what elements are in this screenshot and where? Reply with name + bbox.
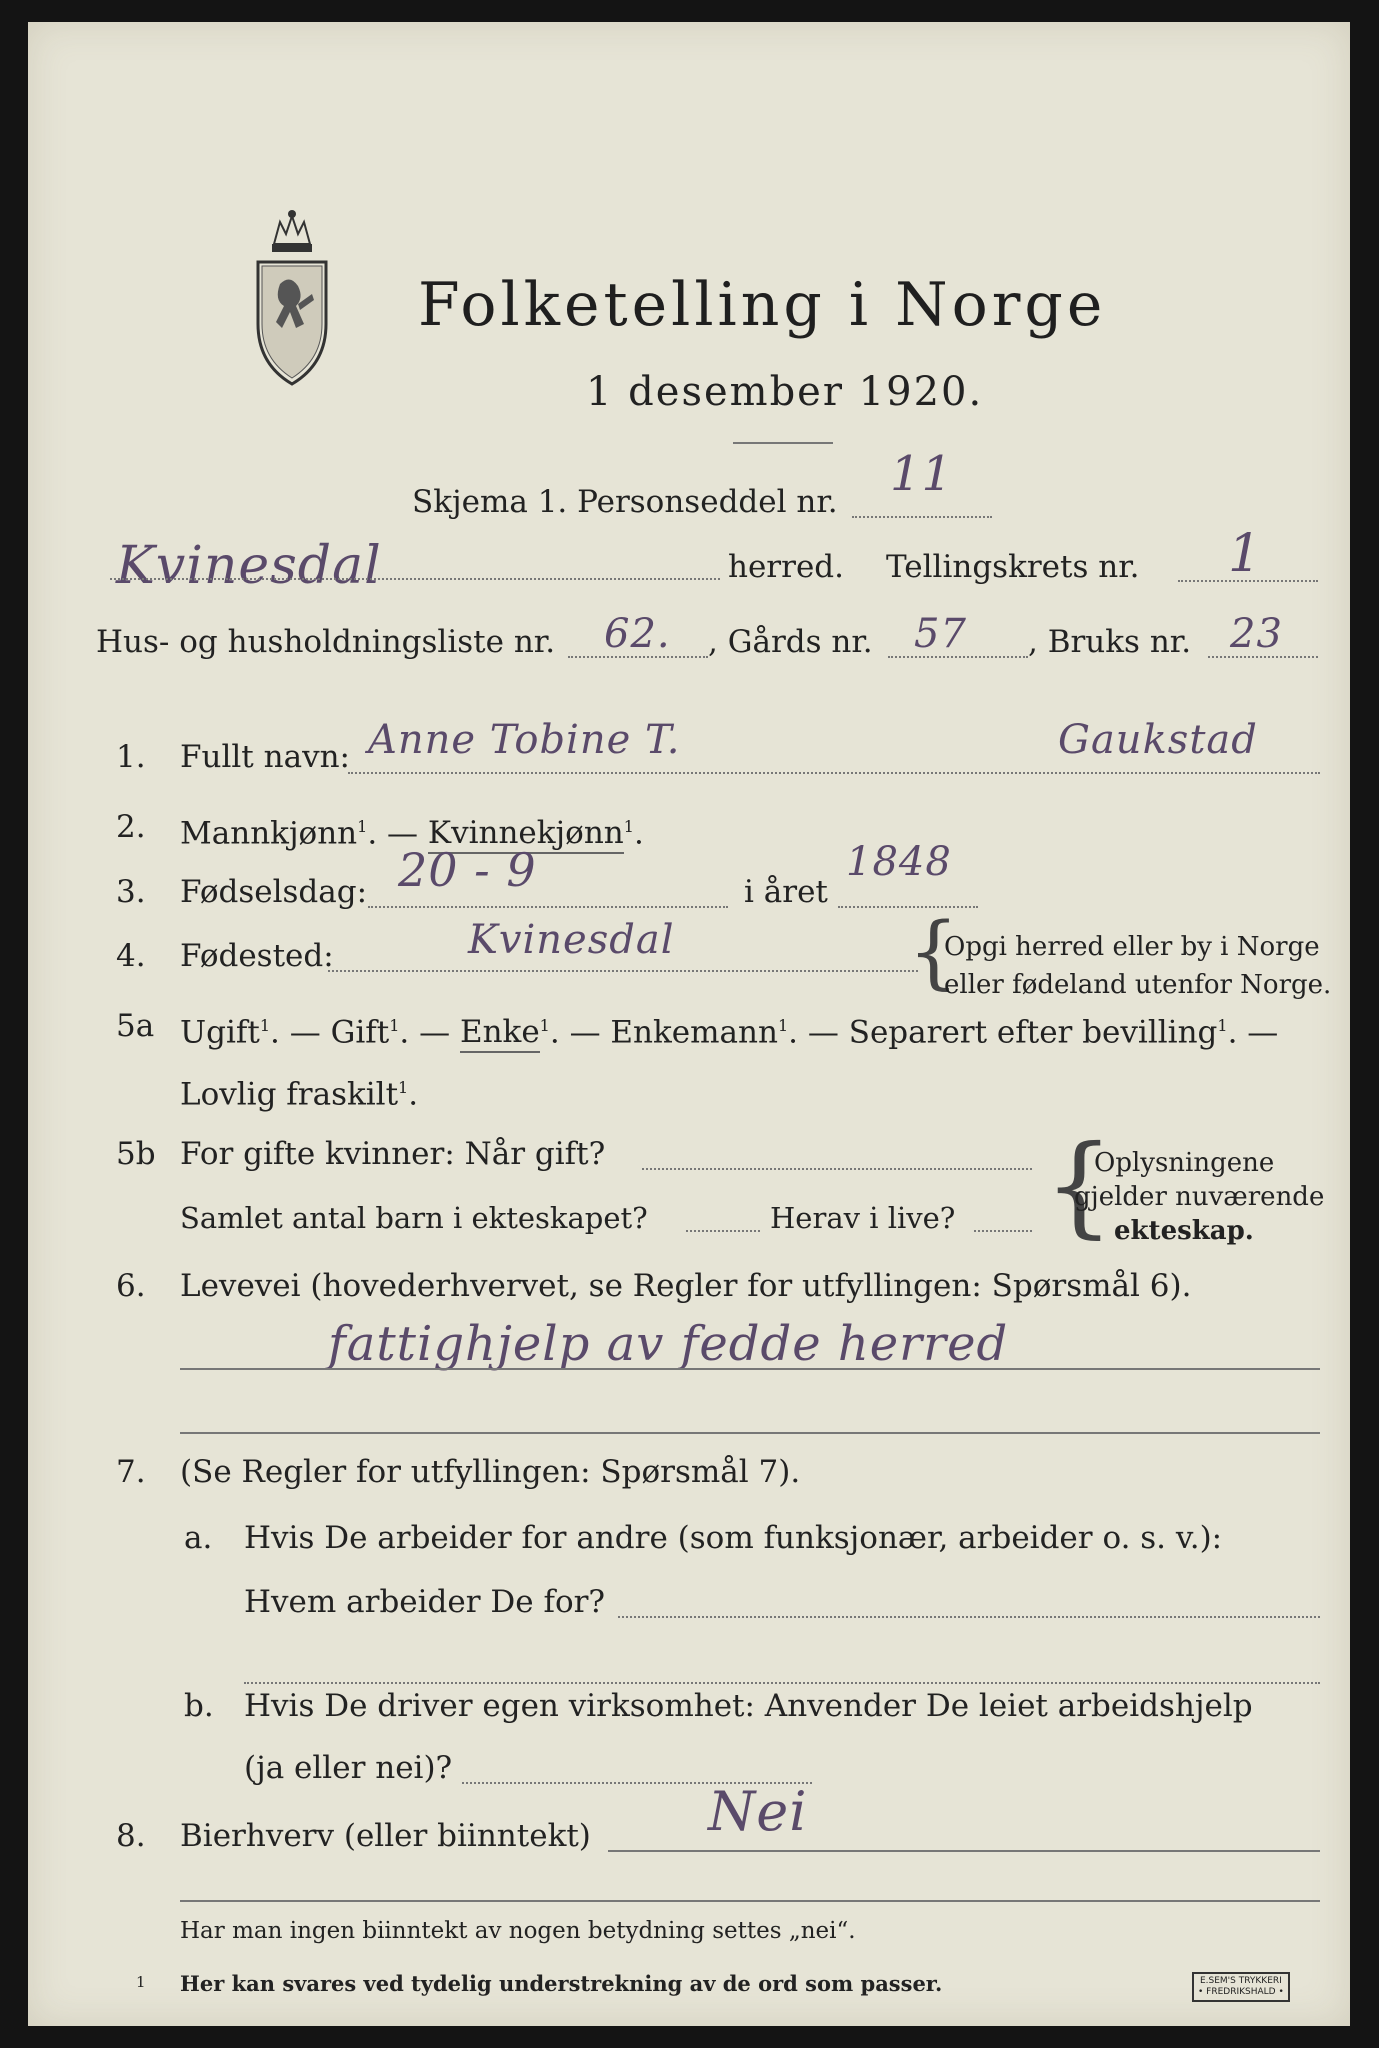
coat-of-arms-icon [252,204,332,394]
census-date: 1 desember 1920. [586,369,984,415]
q5b-note-1: Oplysningene [1094,1148,1275,1178]
q1-line [348,772,1320,774]
q5b-label-3: Herav i live? [770,1201,956,1235]
q5a-separert[interactable]: Separert efter bevilling [848,1014,1218,1051]
bruks-label: , Bruks nr. [1028,624,1192,660]
q7a-num: a. [184,1520,213,1556]
q2-mann[interactable]: Mannkjønn [180,815,358,852]
q6-occupation[interactable]: fattighjelp av fedde herred [328,1316,1009,1372]
q5b-line-3 [974,1230,1032,1232]
q4-note-2: eller fødeland utenfor Norge. [944,970,1332,1000]
q4-birthplace[interactable]: Kvinesdal [468,917,675,963]
q4-label: Fødested: [180,938,334,974]
q4-line [328,970,918,972]
q5a-ugift[interactable]: Ugift [180,1014,260,1051]
q8-line-2 [180,1900,1320,1902]
q6-label: Levevei (hovederhvervet, se Regler for utfyllingen: Spørsmål 6). [180,1268,1192,1304]
personseddel-nr[interactable]: 11 [890,446,954,502]
q5a-options[interactable]: Ugift$^1$. — Gift$^1$. — Enke$^1$. — Enkemann$^1$. — Separert efter bevilling$^1$. — [180,1006,1278,1052]
q7-num: 7. [116,1454,146,1490]
q5a-num: 5a [116,1008,155,1044]
q6-num: 6. [116,1268,146,1304]
bruks-nr[interactable]: 23 [1230,611,1283,657]
tellingskrets-nr[interactable]: 1 [1228,524,1263,584]
q5a-enke-selected[interactable]: Enke [460,1014,540,1053]
q5a-gift[interactable]: Gift [330,1014,390,1051]
q5b-brace: { [1044,1121,1114,1249]
hus-nr[interactable]: 62. [604,611,671,657]
q3-num: 3. [116,874,146,910]
form-title: Folketelling i Norge [418,270,1107,340]
q8-line [608,1850,1320,1852]
q5a-lovlig[interactable]: Lovlig fraskilt [180,1076,399,1113]
footer-note: Har man ingen biinntekt av nogen betydning settes „nei“. [180,1918,856,1944]
q5a-enkemann[interactable]: Enkemann [610,1014,778,1051]
skjema-label: Skjema 1. Personseddel nr. [412,484,838,520]
q2-options[interactable]: Mannkjønn$^1$. — Kvinnekjønn$^1$. [180,807,644,853]
census-form [28,22,1350,2026]
q1-label: Fullt navn: [180,739,350,775]
herred-line [110,578,720,580]
q5b-line-2 [686,1230,760,1232]
hus-label: Hus- og husholdningsliste nr. [96,624,556,660]
q1-name-last[interactable]: Gaukstad [1058,717,1258,763]
footnote-mark: 1 [136,1973,146,1991]
gaards-nr[interactable]: 57 [914,611,967,657]
q3-line [368,906,728,908]
q5a-lovlig-row[interactable]: Lovlig fraskilt$^1$. [180,1076,419,1113]
personseddel-line [852,516,992,518]
gaards-label: , Gårds nr. [708,624,873,660]
q7b-num: b. [184,1688,214,1724]
q7a-line-1 [618,1616,1320,1618]
q3-aaret[interactable]: 1848 [846,839,952,885]
q7a-line-2 [244,1682,1320,1684]
q5b-note-3: ekteskap. [1114,1216,1254,1246]
herred-label: herred. [728,549,844,585]
q3-birthday[interactable]: 20 - 9 [398,843,537,897]
q2-kvinne-selected[interactable]: Kvinnekjønn [428,815,624,854]
q4-note-1: Opgi herred eller by i Norge [944,932,1320,962]
q3-label: Fødselsdag: [180,874,368,910]
q8-value[interactable]: Nei [708,1780,808,1843]
q7a-label: Hvis De arbeider for andre (som funksjonær, arbeider o. s. v.): [244,1520,1223,1556]
q1-num: 1. [116,739,146,775]
q8-num: 8. [116,1818,146,1854]
tellingskrets-label: Tellingskrets nr. [886,549,1140,585]
q4-num: 4. [116,938,146,974]
q4-brace: { [908,905,959,998]
q5b-num: 5b [116,1136,156,1172]
q7b-label-2: (ja eller nei)? [244,1750,453,1786]
q6-line-1 [180,1368,1320,1370]
q5b-line-1 [642,1168,1032,1170]
q5b-label-2: Samlet antal barn i ekteskapet? [180,1201,648,1235]
q3-aaret-label: i året [744,874,828,910]
title-rule [733,442,833,444]
q5b-label-1: For gifte kvinner: Når gift? [180,1136,606,1172]
q6-line-2 [180,1432,1320,1434]
q1-name-first[interactable]: Anne Tobine T. [368,717,681,763]
q7b-label: Hvis De driver egen virksomhet: Anvender De leiet arbeidshjelp [244,1688,1253,1724]
q8-label: Bierhverv (eller biinntekt) [180,1818,591,1854]
herred-value[interactable]: Kvinesdal [116,536,382,596]
footnote-text: Her kan svares ved tydelig understrekning av de ord som passer. [180,1971,943,1996]
q7-label: (Se Regler for utfyllingen: Spørsmål 7). [180,1454,801,1490]
printer-stamp: E.SEM'S TRYKKERI • FREDRIKSHALD • [1192,1972,1290,2002]
q5b-note-2: gjelder nuværende [1074,1182,1325,1212]
q2-num: 2. [116,809,146,845]
q7a-label-2: Hvem arbeider De for? [244,1584,606,1620]
